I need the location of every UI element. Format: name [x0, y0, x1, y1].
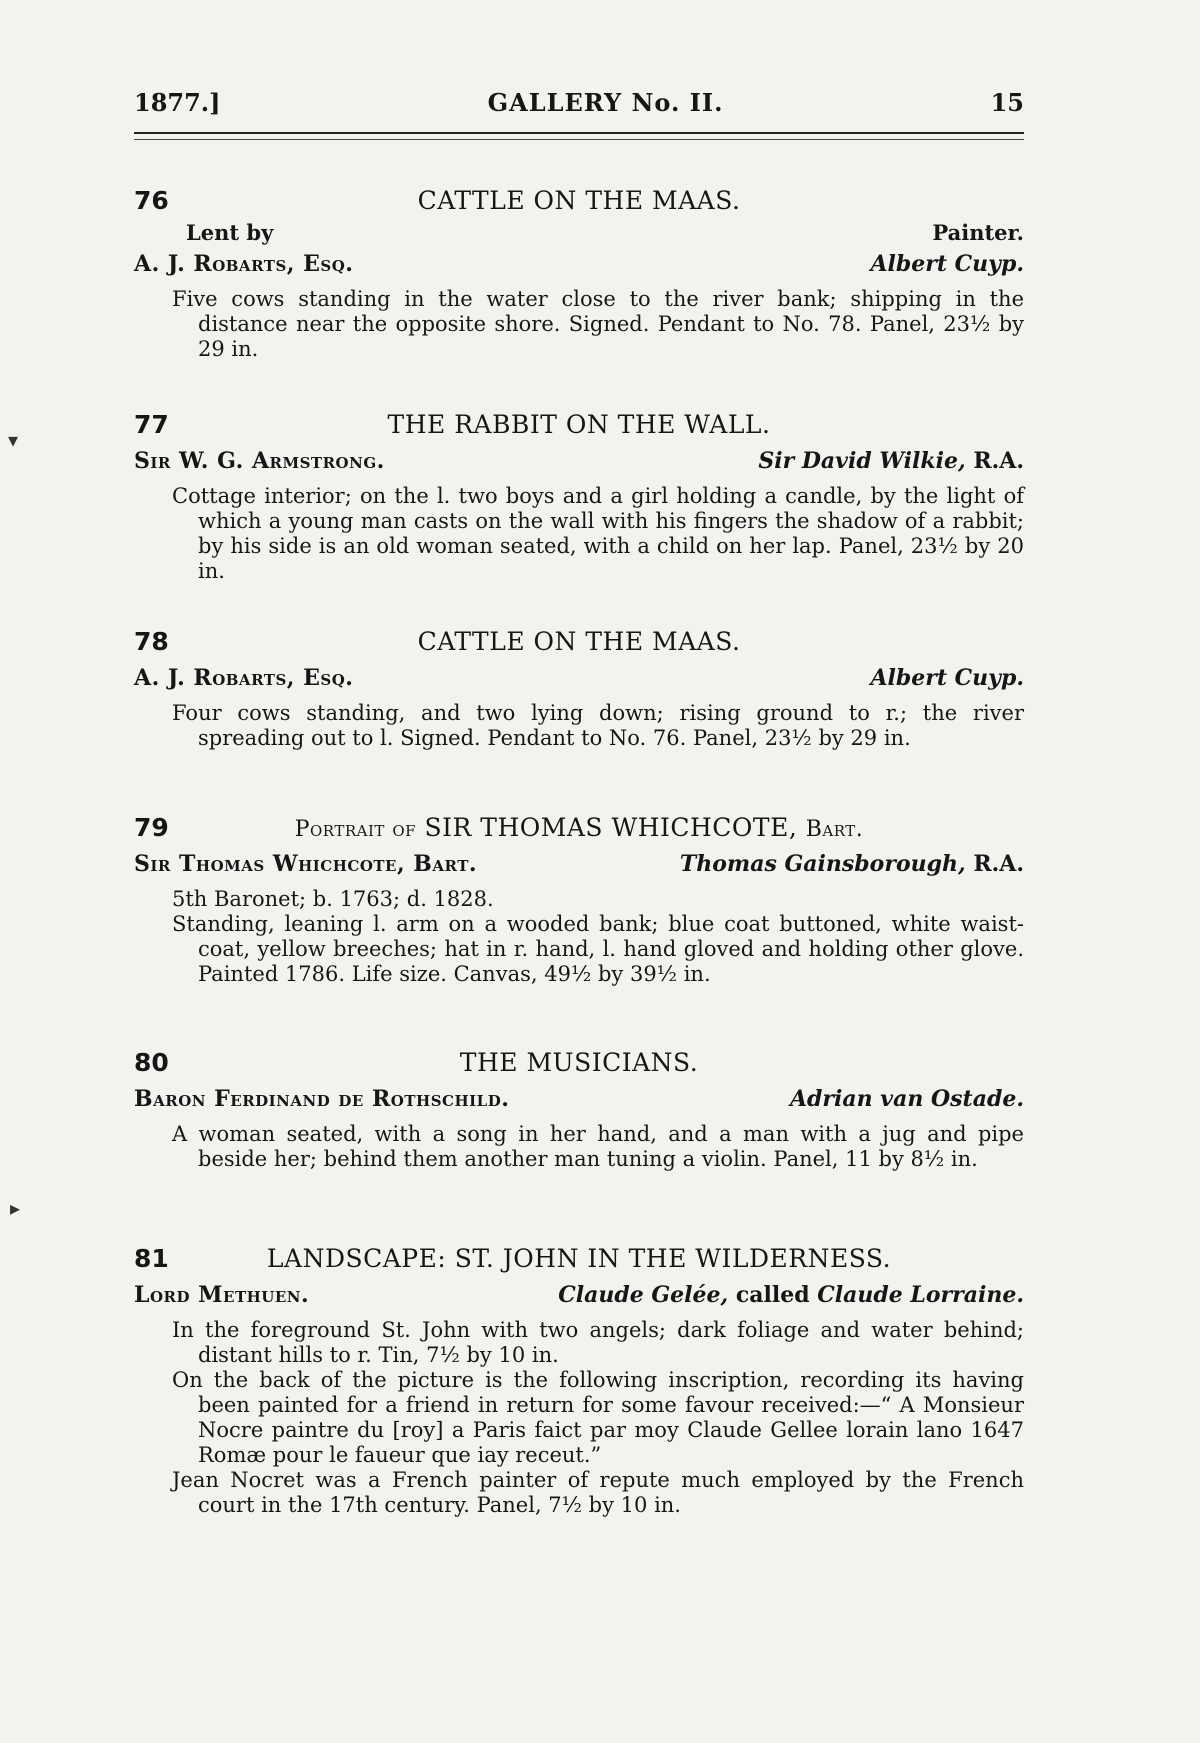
- catalogue-entry-81: [134, 1244, 1024, 1518]
- entry-title: LANDSCAPE: ST. JOHN IN THE WILDERNESS.: [266, 1244, 892, 1273]
- catalogue-entry-77: [134, 410, 1024, 584]
- entry-number: 81: [134, 1244, 169, 1273]
- column-labels: [134, 220, 1024, 245]
- owner-painter-row: [134, 851, 1024, 877]
- painter-name: Sir David Wilkie, R.A.: [758, 448, 1024, 474]
- header-gallery-title: GALLERY No. II.: [487, 88, 724, 117]
- lender-name: Baron Ferdinand de Rothschild.: [134, 1086, 510, 1112]
- entry-number: 76: [134, 186, 169, 215]
- lender-name: Sir W. G. Armstrong.: [134, 448, 385, 474]
- owner-painter-row: [134, 1086, 1024, 1112]
- catalogue-entry-80: [134, 1048, 1024, 1172]
- entry-description: [134, 887, 1024, 987]
- owner-painter-row: [134, 1282, 1024, 1308]
- description-paragraph: Four cows standing, and two lying down; rising ground to r.; the river spreading out to l. Signed. Pendant to No. 76. Panel, 23½ by 29 in.: [172, 701, 1024, 750]
- description-paragraph: Cottage interior; on the l. two boys and a girl holding a candle, by the light of which a young man casts on the wall with his fingers the shadow of a rabbit; by his side is an old woman seated, with a child on her lap. Panel, 23½ by 20 in.: [172, 484, 1024, 583]
- painter-suffix: R.A.: [973, 851, 1024, 877]
- entry-title: CATTLE ON THE MAAS.: [417, 627, 741, 656]
- entry-description: [134, 287, 1024, 362]
- header-year: 1877.]: [134, 88, 221, 117]
- lender-name: A. J. Robarts, Esq.: [134, 665, 354, 691]
- description-paragraph: Five cows standing in the water close to the river bank; shipping in the distance near the opposite shore. Signed. Pendant to No. 78. Panel, 23½ by 29 in.: [172, 287, 1024, 361]
- header-rule: [134, 132, 1024, 134]
- entry-title: Portrait of SIR THOMAS WHICHCOTE, Bart.: [294, 813, 864, 842]
- lent-by-label: Lent by: [186, 220, 274, 245]
- description-paragraph: On the back of the picture is the following inscription, recording its having been painted for a friend in return for some favour received:—“ A Monsieur Nocre paintre du [roy] a Paris faict par moy Claude Gellee lorain lano 1647 Romæ pour le faueur que iay receut.”: [172, 1368, 1024, 1467]
- entry-number: 77: [134, 410, 169, 439]
- painter-name: Albert Cuyp.: [870, 665, 1024, 691]
- description-paragraph: A woman seated, with a song in her hand, and a man with a jug and pipe beside her; behind them another man tuning a violin. Panel, 11 by 8½ in.: [172, 1122, 1024, 1171]
- entry-number: 78: [134, 627, 169, 656]
- lender-name: A. J. Robarts, Esq.: [134, 251, 354, 277]
- owner-painter-row: [134, 251, 1024, 277]
- entry-title: THE RABBIT ON THE WALL.: [387, 410, 771, 439]
- painter-connector: called: [735, 1282, 810, 1308]
- catalogue-entry-79: [134, 813, 1024, 987]
- entry-description: [134, 484, 1024, 584]
- painter-name: Adrian van Ostade.: [789, 1086, 1024, 1112]
- entry-description: [134, 701, 1024, 751]
- description-paragraph: Jean Nocret was a French painter of repute much employed by the French court in the 17th century. Panel, 7½ by 10 in.: [172, 1468, 1024, 1517]
- entry-title: THE MUSICIANS.: [459, 1048, 699, 1077]
- catalogue-entry-78: [134, 627, 1024, 751]
- title-suffix: Bart.: [805, 817, 864, 842]
- description-paragraph: Standing, leaning l. arm on a wooded bank; blue coat buttoned, white waist-coat, yellow breeches; hat in r. hand, l. hand gloved and holding other glove. Painted 1786. Life size. Canvas, 49½ by 39½ in.: [172, 912, 1024, 986]
- entry-number: 80: [134, 1048, 169, 1077]
- owner-painter-row: [134, 665, 1024, 691]
- title-prefix: Portrait of: [294, 817, 417, 842]
- entry-number: 79: [134, 813, 169, 842]
- header-rule-thin: [134, 139, 1024, 140]
- painter-name: Albert Cuyp.: [870, 251, 1024, 277]
- entry-description: [134, 1122, 1024, 1172]
- painter-name: Claude Gelée, called Claude Lorraine.: [558, 1282, 1024, 1308]
- entry-title: CATTLE ON THE MAAS.: [417, 186, 741, 215]
- painter-label: Painter.: [932, 220, 1024, 245]
- painter-name: Thomas Gainsborough, R.A.: [679, 851, 1024, 877]
- running-head: [134, 88, 1024, 117]
- description-paragraph: 5th Baronet; b. 1763; d. 1828.: [172, 887, 494, 911]
- lender-name: Lord Methuen.: [134, 1282, 310, 1308]
- owner-painter-row: [134, 448, 1024, 474]
- margin-mark: ▸: [10, 1196, 21, 1220]
- margin-mark: ▾: [8, 428, 19, 452]
- lender-name: Sir Thomas Whichcote, Bart.: [134, 851, 478, 877]
- painter-suffix: R.A.: [973, 448, 1024, 474]
- entry-description: [134, 1318, 1024, 1518]
- catalogue-entry-76: [134, 186, 1024, 362]
- description-paragraph: In the foreground St. John with two angels; dark foliage and water behind; distant hills to r. Tin, 7½ by 10 in.: [172, 1318, 1024, 1367]
- page-number: 15: [990, 88, 1024, 117]
